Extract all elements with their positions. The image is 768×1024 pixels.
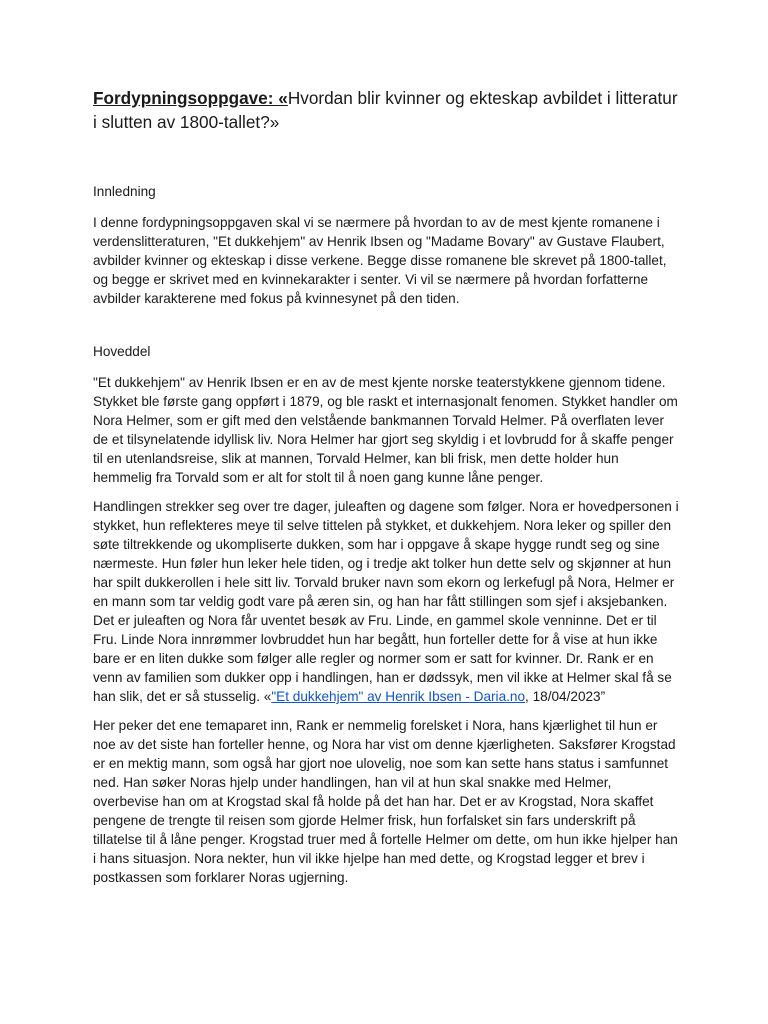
main-paragraph-2-text: Handlingen strekker seg over tre dager, juleaften og dagene som følger. Nora er hovedpersonen i stykket, hun reflekteres meye til selve tittelen på stykket, et dukkehjem. Nora leker og spiller den søte tiltrekkende og ukompliserte dukken, som har i oppgave å skape hygge rundt seg og sine nærmeste. Hun føler hun leker hele tiden, og i tredje akt tolker hun dette selv og skjønner at hun har spilt dukkerollen i hele sitt liv. Torvald bruker navn som ekorn og lerkefugl på Nora, Helmer er en mann som tar veldig godt vare på æren sin, og han har fått stillingen som sjef i aksjebanken. Det er juleaften og Nora får uventet besøk av Fru. Linde, en gammel skole venninne. Det er til Fru. Linde Nora innrømmer lovbruddet hun har begått, hun forteller dette for å vise at hun ikke bare er en liten dukke som følger alle regler og normer som er satt for kvinner. Dr. Rank er en venn av familien som dukker opp i handlingen, han er dødssyk, men vil ikke at Helmer skal få se han slik, det er så stusselig. « (93, 499, 679, 704)
main-paragraph-3: Her peker det ene temaparet inn, Rank er nemmelig forelsket i Nora, hans kjærlighet til hun er noe av det siste han forteller henne, og Nora har vist om denne kjærligheten. Saksfører Krogstad er en mektig mann, som også har gjort noe ulovelig, noe som kan sette hans status i samfunnet ned. Han søker Noras hjelp under handlingen, han vil at hun skal snakke med Helmer, overbevise han om at Krogstad skal få holde på det han har. Det er av Krogstad, Nora skaffet pengene de trengte til reisen som gjorde Helmer frisk, hun forfalsket sin fars underskrift på tillatelse til å låne penger. Krogstad truer med å fortelle Helmer om dette, om hun ikke hjelper han i hans situasjon. Nora nekter, hun vil ikke hjelpe han med dette, og Krogstad legger et brev i postkassen som forklarer Noras ugjerning. (93, 718, 678, 885)
main-paragraph-1: "Et dukkehjem" av Henrik Ibsen er en av de mest kjente norske teaterstykkene gjennom tidene. Stykket ble første gang oppført i 1879, og ble raskt et internasjonalt fenomen. Stykket handler om Nora Helmer, som er gift med den velstående bankmannen Torvald Helmer. På overflaten lever de et tilsynelatende idyllisk liv. Nora Helmer har gjort seg skyldig i et lovbrudd for å skaffe penger til en utenlandsreise, slik at mannen, Torvald Helmer, kan bli frisk, men dette holder hun hemmelig fra Torvald som er alt for stolt til å noen gang kunne låne penger. (93, 375, 678, 485)
intro-heading: Innledning (93, 184, 156, 199)
intro-paragraph: I denne fordypningsoppgaven skal vi se nærmere på hvordan to av de mest kjente romanene i verdenslitteraturen, "Et dukkehjem" av Henrik Ibsen og "Madame Bovary" av Gustave Flaubert, avbilder kvinner og ekteskap i disse verkene. Begge disse romanene ble skrevet på 1800-tallet, og begge er skrivet med en kvinnekarakter i senter. Vi vil se nærmere på hvordan forfatterne avbilder karakterene med fokus på kvinnesynet på den tiden. (93, 215, 667, 306)
title-lead: Fordypningsoppgave: « (93, 88, 288, 108)
main-paragraph-2 (93, 497, 680, 706)
citation-date: , 18/04/2023” (525, 689, 606, 704)
title-question: Hvordan blir kvinner og ekteskap avbildet i litteratur i slutten av 1800-tallet?» (93, 88, 678, 132)
main-heading: Hoveddel (93, 344, 151, 359)
document-title (93, 86, 680, 134)
citation-link[interactable]: "Et dukkehjem" av Henrik Ibsen - Daria.no (271, 689, 526, 704)
